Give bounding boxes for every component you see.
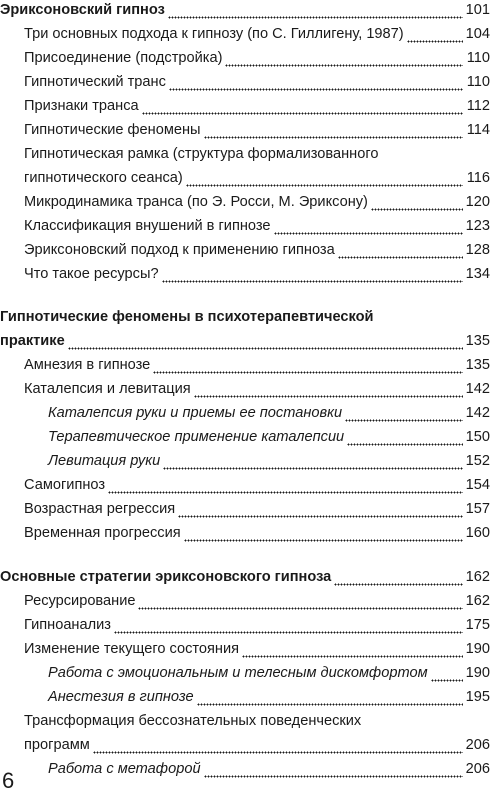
toc-entry bbox=[24, 735, 490, 755]
toc-entry bbox=[24, 48, 490, 68]
toc-entry-label: Самогипноз bbox=[24, 477, 106, 493]
toc-entry-label: Работа с эмоциональным и телесным дискомфортом bbox=[48, 665, 428, 681]
toc-entry-page: 123 bbox=[465, 218, 490, 234]
toc-entry-page: 110 bbox=[466, 74, 490, 90]
toc-entry bbox=[24, 639, 490, 659]
dot-leader bbox=[93, 735, 463, 755]
toc-entry-page: 142 bbox=[465, 381, 490, 397]
toc-entry-page: 134 bbox=[465, 266, 490, 282]
toc-entry-label: Основные стратегии эриксоновского гипноза bbox=[0, 569, 332, 585]
toc-entry-page: 142 bbox=[465, 405, 490, 421]
dot-leader bbox=[194, 379, 463, 399]
dot-leader bbox=[338, 240, 463, 260]
toc-entry-page: 101 bbox=[465, 2, 490, 18]
toc-entry bbox=[48, 403, 490, 423]
toc-entry bbox=[24, 120, 490, 140]
toc-entry-page: 190 bbox=[465, 665, 490, 681]
dot-leader bbox=[163, 451, 462, 471]
toc-entry-label: практике bbox=[0, 333, 65, 349]
toc-entry-page: 160 bbox=[465, 525, 490, 541]
toc-entry-page: 206 bbox=[465, 761, 490, 777]
toc-entry-page: 150 bbox=[465, 429, 490, 445]
dot-leader bbox=[371, 192, 463, 212]
dot-leader bbox=[334, 567, 462, 587]
toc-entry-label: Левитация руки bbox=[48, 453, 161, 469]
dot-leader bbox=[345, 403, 463, 423]
toc-entry-page: 162 bbox=[465, 569, 490, 585]
toc-entry-label: Временная прогрессия bbox=[24, 525, 181, 541]
toc-entry-label: Классификация внушений в гипнозе bbox=[24, 218, 271, 234]
dot-leader bbox=[153, 355, 462, 375]
dot-leader bbox=[168, 0, 463, 20]
toc-entry-page: 206 bbox=[465, 737, 490, 753]
toc-entry bbox=[24, 591, 490, 611]
toc-entry bbox=[0, 331, 490, 351]
toc-entry bbox=[24, 499, 490, 519]
toc-entry bbox=[24, 96, 490, 116]
toc-entry bbox=[0, 0, 490, 20]
dot-leader bbox=[108, 475, 463, 495]
toc-entry-page: 152 bbox=[465, 453, 490, 469]
toc-entry bbox=[48, 451, 490, 471]
toc-entry-label: Анестезия в гипнозе bbox=[48, 689, 194, 705]
dot-leader bbox=[169, 72, 463, 92]
toc-entry-page: 104 bbox=[465, 26, 490, 42]
dot-leader bbox=[184, 523, 463, 543]
toc-entry-label: гипнотического сеанса) bbox=[24, 170, 183, 186]
toc-entry-label: Что такое ресурсы? bbox=[24, 266, 159, 282]
toc-entry-label: Терапевтическое применение каталепсии bbox=[48, 429, 345, 445]
toc-entry-label: Амнезия в гипнозе bbox=[24, 357, 151, 373]
dot-leader bbox=[162, 264, 463, 284]
toc-entry-label: Признаки транса bbox=[24, 98, 139, 114]
toc-entry bbox=[24, 264, 490, 284]
toc-entry-label: Гипноанализ bbox=[24, 617, 111, 633]
dot-leader bbox=[242, 639, 463, 659]
toc-entry-label: Гипнотический транс bbox=[24, 74, 166, 90]
dot-leader bbox=[274, 216, 463, 236]
dot-leader bbox=[114, 615, 463, 635]
dot-leader bbox=[138, 591, 462, 611]
toc-entry-label-line1: Трансформация бессознательных поведенческих bbox=[24, 713, 362, 729]
dot-leader bbox=[407, 24, 463, 44]
toc-entry bbox=[24, 523, 490, 543]
toc-entry bbox=[24, 379, 490, 399]
toc-entry-label: Ресурсирование bbox=[24, 593, 136, 609]
toc-entry-page: 195 bbox=[465, 689, 490, 705]
toc-entry-label: Работа с метафорой bbox=[48, 761, 201, 777]
toc-entry-label: Микродинамика транса (по Э. Росси, М. Эриксону) bbox=[24, 194, 368, 210]
toc-entry-page: 128 bbox=[465, 242, 490, 258]
toc-entry-page: 157 bbox=[465, 501, 490, 517]
toc-entry-page: 190 bbox=[465, 641, 490, 657]
toc-entry-page: 154 bbox=[465, 477, 490, 493]
toc-entry bbox=[24, 475, 490, 495]
toc-entry-label: Возрастная регрессия bbox=[24, 501, 176, 517]
toc-entry-label: Гипнотические феномены bbox=[24, 122, 201, 138]
toc-entry-page: 120 bbox=[465, 194, 490, 210]
dot-leader bbox=[186, 168, 463, 188]
toc-entry-label: Эриксоновский гипноз bbox=[0, 2, 165, 18]
toc-entry bbox=[24, 72, 490, 92]
dot-leader bbox=[204, 120, 463, 140]
dot-leader bbox=[204, 759, 463, 779]
toc-entry bbox=[48, 427, 490, 447]
toc-entry-page: 116 bbox=[466, 170, 490, 186]
toc-entry bbox=[24, 355, 490, 375]
toc-entry bbox=[24, 240, 490, 260]
toc-entry-label: Эриксоновский подход к применению гипноза bbox=[24, 242, 335, 258]
toc-entry-page: 135 bbox=[465, 333, 490, 349]
toc-entry bbox=[24, 216, 490, 236]
toc-entry bbox=[48, 663, 490, 683]
toc-entry-page: 110 bbox=[466, 50, 490, 66]
toc-entry-page: 112 bbox=[466, 98, 490, 114]
toc-entry-page: 175 bbox=[465, 617, 490, 633]
dot-leader bbox=[178, 499, 462, 519]
toc-entry-page: 114 bbox=[466, 122, 490, 138]
toc-entry bbox=[24, 615, 490, 635]
toc-section-title-line1: Гипнотические феномены в психотерапевтической bbox=[0, 309, 374, 325]
toc-entry-label: Каталепсия и левитация bbox=[24, 381, 191, 397]
toc-entry-label: Три основных подхода к гипнозу (по С. Гиллигену, 1987) bbox=[24, 26, 404, 42]
toc-entry-label: программ bbox=[24, 737, 90, 753]
dot-leader bbox=[347, 427, 462, 447]
page-number: 6 bbox=[2, 768, 15, 793]
toc-entry bbox=[24, 192, 490, 212]
dot-leader bbox=[431, 663, 463, 683]
toc-entry bbox=[48, 687, 490, 707]
toc-entry-page: 162 bbox=[465, 593, 490, 609]
toc-entry-label: Изменение текущего состояния bbox=[24, 641, 240, 657]
toc-entry-label: Каталепсия руки и приемы ее постановки bbox=[48, 405, 343, 421]
toc-entry bbox=[24, 24, 490, 44]
dot-leader bbox=[142, 96, 463, 116]
dot-leader bbox=[68, 331, 463, 351]
dot-leader bbox=[197, 687, 463, 707]
toc-entry bbox=[24, 168, 490, 188]
toc-entry-label: Присоединение (подстройка) bbox=[24, 50, 223, 66]
toc-entry-page: 135 bbox=[465, 357, 490, 373]
dot-leader bbox=[225, 48, 463, 68]
toc-entry-label-line1: Гипнотическая рамка (структура формализованного bbox=[24, 146, 379, 162]
toc-entry bbox=[0, 567, 490, 587]
toc-entry bbox=[48, 759, 490, 779]
